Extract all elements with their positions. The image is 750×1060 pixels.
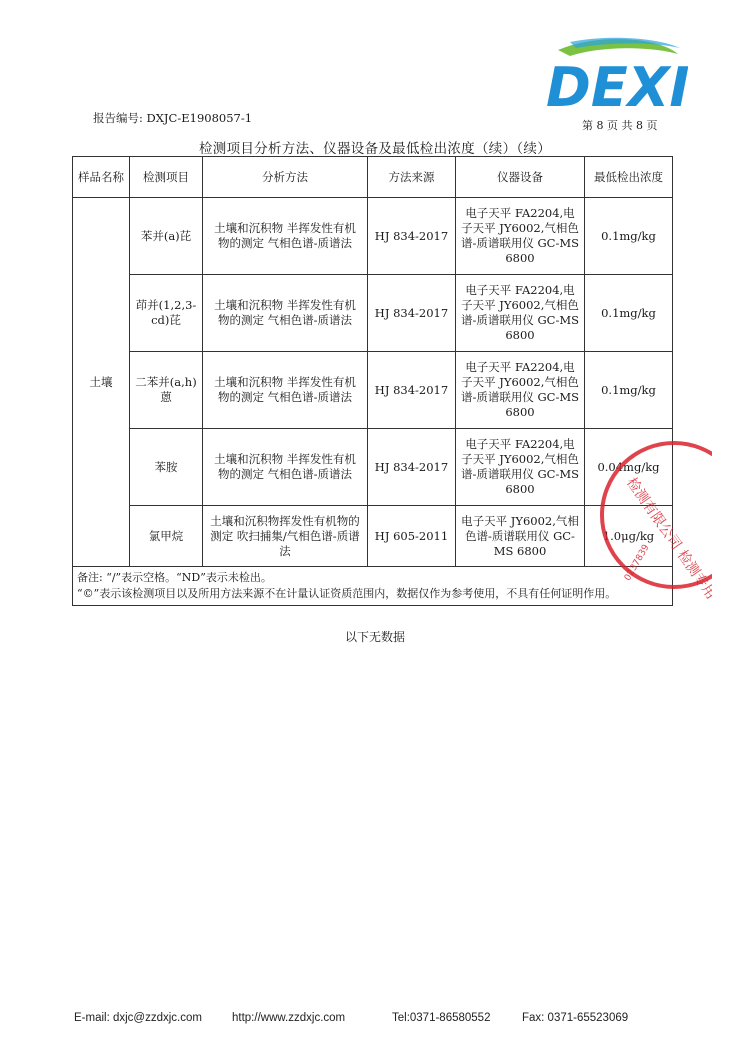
notes-cell bbox=[73, 567, 673, 606]
page-info: 第 8 页 共 8 页 bbox=[582, 119, 658, 132]
official-seal bbox=[592, 430, 712, 600]
table-header-row bbox=[73, 157, 673, 198]
item-cell: 茚并(1,2,3-cd)芘 bbox=[130, 275, 203, 352]
limit-cell: 0.1mg/kg bbox=[585, 352, 673, 429]
detection-table bbox=[72, 156, 673, 606]
table-row bbox=[73, 429, 673, 506]
method-cell: 土壤和沉积物 半挥发性有机物的测定 气相色谱-质谱法 bbox=[203, 352, 368, 429]
note-line: 备注: “/”表示空格。“ND”表示未检出。 bbox=[77, 571, 272, 584]
item-cell: 苯并(a)芘 bbox=[130, 198, 203, 275]
footer-website: http://www.zzdxjc.com bbox=[232, 1012, 346, 1024]
note-line: “©”表示该检测项目以及所用方法来源不在计量认证资质范围内，数据仅作为参考使用，不具有任何证明作用。 bbox=[77, 587, 617, 600]
equipment-cell: 电子天平 JY6002,气相色谱-质谱联用仪 GC-MS 6800 bbox=[456, 506, 585, 567]
col-header-limit: 最低检出浓度 bbox=[585, 157, 673, 198]
notes-row bbox=[73, 567, 673, 606]
method-cell: 土壤和沉积物 半挥发性有机物的测定 气相色谱-质谱法 bbox=[203, 198, 368, 275]
method-cell: 土壤和沉积物挥发性有机物的测定 吹扫捕集/气相色谱-质谱法 bbox=[203, 506, 368, 567]
col-header-method: 分析方法 bbox=[203, 157, 368, 198]
source-cell: HJ 605-2011 bbox=[368, 506, 456, 567]
end-of-data-text: 以下无数据 bbox=[344, 630, 405, 644]
logo-text: DEXI bbox=[546, 56, 688, 114]
footer-tel: Tel:0371-86580552 bbox=[392, 1012, 491, 1024]
seal-text: 检测有限公司 检测专用章 bbox=[622, 474, 712, 600]
source-cell: HJ 834-2017 bbox=[368, 429, 456, 506]
col-header-sample: 样品名称 bbox=[73, 157, 130, 198]
item-cell: 氯甲烷 bbox=[130, 506, 203, 567]
table-row bbox=[73, 506, 673, 567]
limit-cell: 1.0μg/kg bbox=[585, 506, 673, 567]
col-header-source: 方法来源 bbox=[368, 157, 456, 198]
item-cell: 苯胺 bbox=[130, 429, 203, 506]
method-cell: 土壤和沉积物 半挥发性有机物的测定 气相色谱-质谱法 bbox=[203, 275, 368, 352]
method-cell: 土壤和沉积物 半挥发性有机物的测定 气相色谱-质谱法 bbox=[203, 429, 368, 506]
table-row bbox=[73, 352, 673, 429]
sample-name-cell: 土壤 bbox=[73, 198, 130, 567]
seal-number: 0237839 bbox=[622, 542, 652, 583]
col-header-equipment: 仪器设备 bbox=[456, 157, 585, 198]
limit-cell: 0.04mg/kg bbox=[585, 429, 673, 506]
source-cell: HJ 834-2017 bbox=[368, 352, 456, 429]
limit-cell: 0.1mg/kg bbox=[585, 275, 673, 352]
source-cell: HJ 834-2017 bbox=[368, 275, 456, 352]
footer-fax: Fax: 0371-65523069 bbox=[522, 1012, 629, 1024]
table-title: 检测项目分析方法、仪器设备及最低检出浓度（续）（续） bbox=[198, 141, 552, 157]
limit-cell: 0.1mg/kg bbox=[585, 198, 673, 275]
col-header-item: 检测项目 bbox=[130, 157, 203, 198]
report-number: 报告编号: DXJC-E1908057-1 bbox=[93, 111, 253, 125]
footer-email: E-mail: dxjc@zzdxjc.com bbox=[74, 1012, 202, 1024]
table-row bbox=[73, 198, 673, 275]
equipment-cell: 电子天平 FA2204,电子天平 JY6002,气相色谱-质谱联用仪 GC-MS 6800 bbox=[456, 275, 585, 352]
table-row bbox=[73, 275, 673, 352]
equipment-cell: 电子天平 FA2204,电子天平 JY6002,气相色谱-质谱联用仪 GC-MS 6800 bbox=[456, 352, 585, 429]
equipment-cell: 电子天平 FA2204,电子天平 JY6002,气相色谱-质谱联用仪 GC-MS 6800 bbox=[456, 198, 585, 275]
item-cell: 二苯并(a,h)蒽 bbox=[130, 352, 203, 429]
source-cell: HJ 834-2017 bbox=[368, 198, 456, 275]
equipment-cell: 电子天平 FA2204,电子天平 JY6002,气相色谱-质谱联用仪 GC-MS 6800 bbox=[456, 429, 585, 506]
company-logo bbox=[540, 36, 688, 114]
